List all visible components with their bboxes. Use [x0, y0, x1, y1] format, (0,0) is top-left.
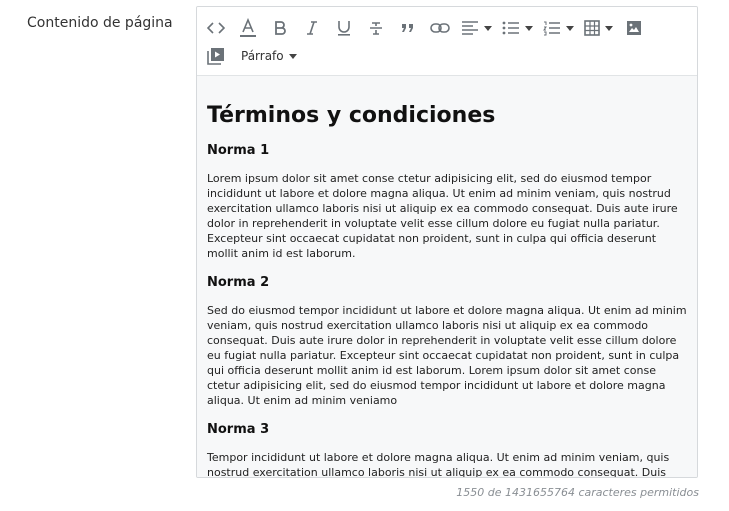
table-dropdown[interactable]	[584, 17, 613, 39]
paragraph-format-select[interactable]	[241, 49, 297, 63]
underline-icon[interactable]	[333, 17, 355, 39]
numbered-list-dropdown[interactable]	[543, 17, 574, 39]
chevron-down-icon	[605, 26, 613, 31]
image-icon[interactable]	[623, 17, 645, 39]
link-icon[interactable]	[429, 17, 451, 39]
chevron-down-icon	[566, 26, 574, 31]
section-body: Lorem ipsum dolor sit amet conse ctetur adipisicing elit, sed do eiusmod tempor incididunt ut labore et dolore magna aliqua. Ut enim ad minim veniam, quis nostrud exercitation ullamco laboris nisi ut aliquip ex ea commodo consequat. Duis aute irure dolor in reprehenderit in voluptate velit esse cillum dolore eu fugiat nulla pariatur. Excepteur sint occaecat cupidatat non proident, sunt in culpa qui officia deserunt mollit anim id est laborum.	[207, 172, 678, 260]
code-icon[interactable]	[205, 17, 227, 39]
blockquote-icon[interactable]	[397, 17, 419, 39]
character-counter: 1550 de 1431655764 caracteres permitidos	[456, 486, 699, 499]
content-title: Términos y condiciones	[207, 103, 496, 128]
page-content-label: Contenido de página	[27, 15, 173, 31]
italic-icon[interactable]	[301, 17, 323, 39]
section-heading: Norma 2	[207, 275, 270, 290]
editor-toolbar	[197, 7, 697, 76]
rich-text-editor	[196, 6, 698, 478]
chevron-down-icon	[484, 26, 492, 31]
section-heading: Norma 3	[207, 422, 270, 437]
section-heading: Norma 1	[207, 143, 270, 158]
strikethrough-icon[interactable]	[365, 17, 387, 39]
paragraph-format-label: Párrafo	[241, 49, 284, 63]
section-body: Sed do eiusmod tempor incididunt ut labore et dolore magna aliqua. Ut enim ad minim veniam, quis nostrud exercitation ullamco laboris nisi ut aliquip ex ea commodo consequat. Duis aute irure dolor in reprehenderit in voluptate velit esse cillum dolore eu fugiat nulla pariatur. Excepteur sint occaecat cupidatat non proident, sunt in culpa qui officia deserunt mollit anim id est laborum. Lorem ipsum dolor sit amet conse ctetur adipisicing elit, sed do eiusmod tempor incididunt ut labore et dolore magna aliqua. Ut enim ad minim veniamo	[207, 304, 687, 407]
toolbar-row-2	[205, 45, 297, 67]
editor-content[interactable]	[197, 76, 697, 477]
text-color-icon[interactable]	[237, 17, 259, 39]
chevron-down-icon	[289, 54, 297, 59]
numbered-list-icon	[543, 20, 561, 36]
chevron-down-icon	[525, 26, 533, 31]
bullet-list-icon	[502, 20, 520, 36]
section-body: Tempor incididunt ut labore et dolore magna aliqua. Ut enim ad minim veniam, quis nostrud exercitation ullamco laboris nisi ut aliquip ex ea commodo consequat. Duis	[207, 451, 670, 477]
align-icon	[461, 20, 479, 36]
align-dropdown[interactable]	[461, 17, 492, 39]
table-icon	[584, 20, 600, 36]
bullet-list-dropdown[interactable]	[502, 17, 533, 39]
toolbar-row-1	[205, 17, 655, 39]
bold-icon[interactable]	[269, 17, 291, 39]
video-icon[interactable]	[205, 45, 227, 67]
